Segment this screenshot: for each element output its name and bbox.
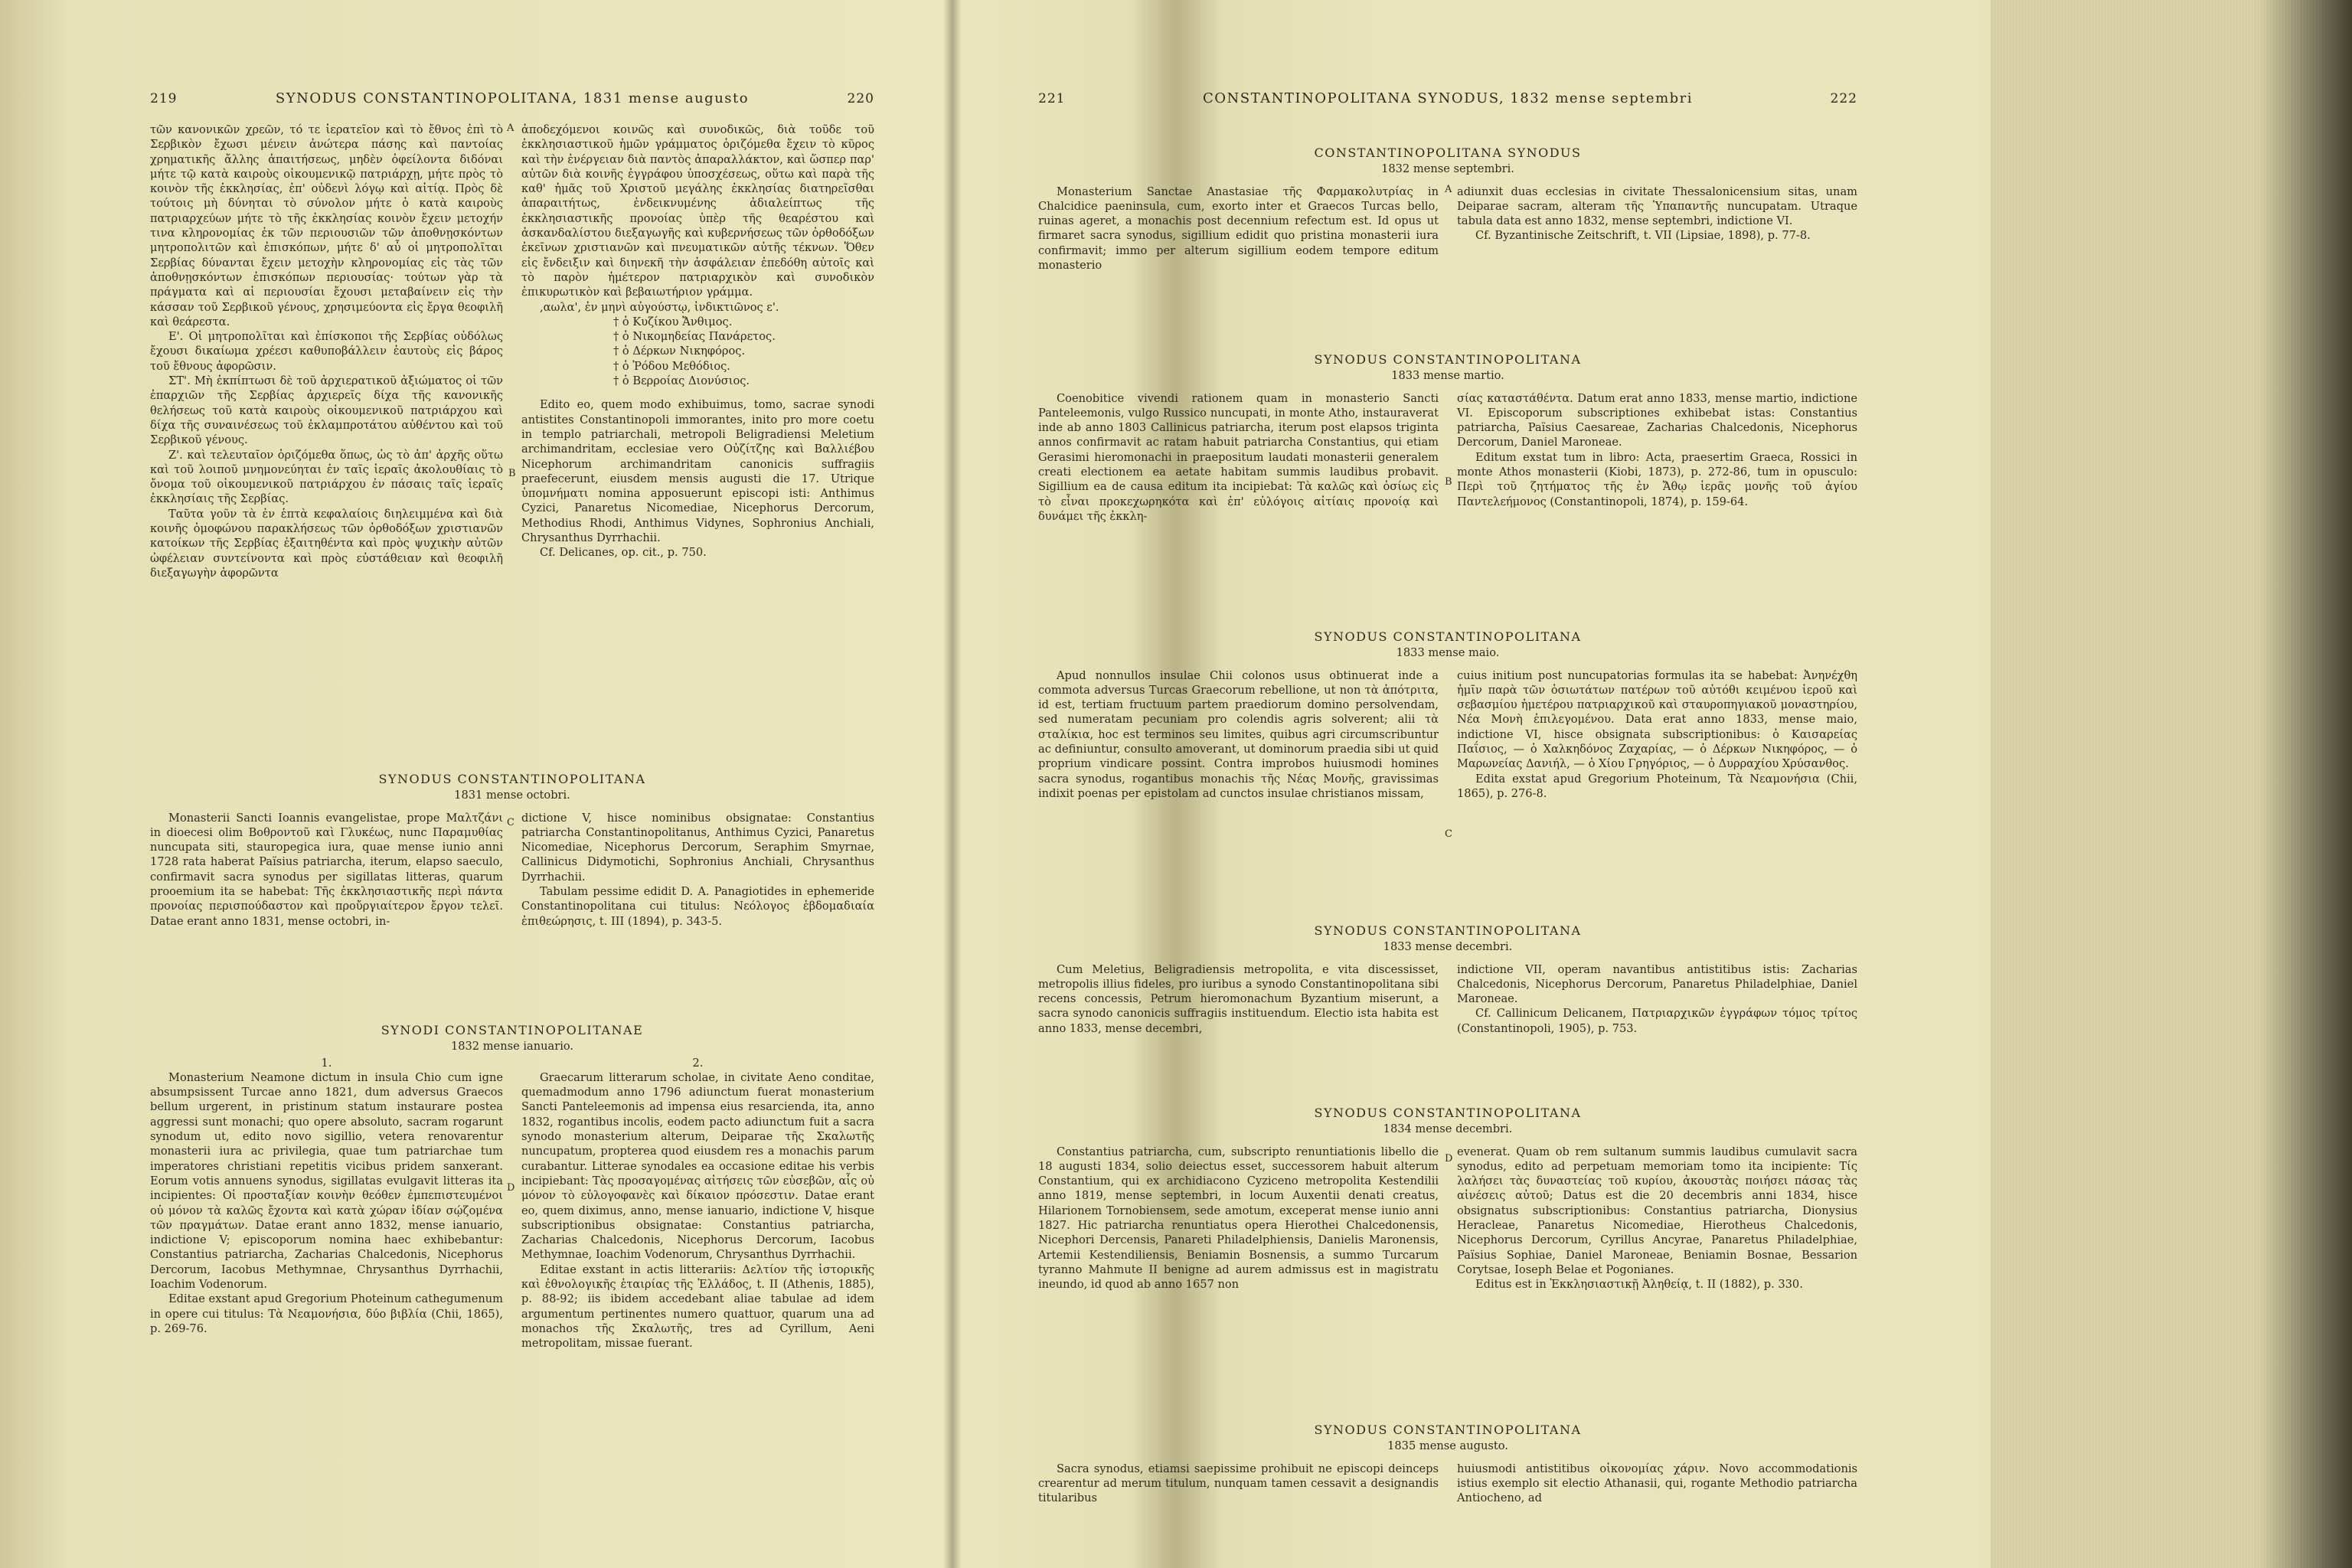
left-page — [0, 0, 949, 1568]
item-number: 1. — [321, 1056, 332, 1070]
paragraph: Edito eo, quem modo exhibuimus, tomo, sacrae synodi antistites Constantinopoli immorantes, inito pro more coetu in templo patriarchali, metropoli Beligradiensi Meletium archimandritam, ecclesiae vero Οὐζίτζης καὶ Βαλλιέβου Nicephorum archimandritam canonicis suffragiis praefecerunt, eiusdem mensis augusti die 17. Utrique ὑπομνήματι nomina apposuerunt episcopi isti: Anthimus Cyzici, Panaretus Nicomediae, Nicephorus Dercorum, Methodius Rhodi, Anthimus Vidynes, Sophronius Anchiali, Chrysanthus Dyrrhachii. — [521, 398, 874, 545]
section-date: 1835 mense augusto. — [1387, 1439, 1508, 1453]
section-date: 1833 mense decembri. — [1383, 940, 1513, 954]
left-sec3-col-b — [521, 1056, 874, 1351]
right-s3-col-a — [1038, 668, 1439, 802]
paragraph: huiusmodi antistitibus οἰκονομίας χάριν. Novo accommodationis istius exemplo sit electio Athanasii, qui, rogante Methodio patriarcha Antiocheno, ad — [1457, 1462, 1857, 1505]
right-s3-col-b — [1457, 668, 1857, 802]
paragraph: Edita exstat apud Gregorium Photeinum, Τὰ Νεαμονήσια (Chii, 1865), p. 276-8. — [1457, 772, 1857, 800]
edge-shadow — [2259, 0, 2352, 1568]
right-running-title: CONSTANTINOPOLITANA SYNODUS, 1832 mense septembri — [1202, 90, 1694, 106]
right-running-header — [1038, 90, 1857, 106]
right-s6-col-a — [1038, 1462, 1439, 1506]
paragraph: Constantius patriarcha, cum, subscripto renuntiationis libello die 18 augusti 1834, solio deiectus esset, successorem habuit alterum Constantium, qui ex archidiacono Cyziceno metropolita Kestendilii anno 1819, mense septembri, in locum Auxentii denati creatus, Hilarionem Tornobiensem, sede amotum, exceperat mense iunio anni 1827. Hic patriarcha renuntiatus opera Hierothei Chalcedonensis, Nicephori Dercensis, Panareti Philadelphiensis, Danielis Maronensis, Artemii Kestendiliensis, Beniamin Bosnensis, a summo Turcarum tyranno Mahmute II benigne ad aurem admissus est in magistratu ineundo, id quod ab anno 1657 non — [1038, 1145, 1439, 1292]
paragraph: Sacra synodus, etiamsi saepissime prohibuit ne episcopi deinceps crearentur ad merum titulum, nunquam tamen cessavit a designandis titularibus — [1038, 1462, 1439, 1505]
paragraph: adiunxit duas ecclesias in civitate Thessalonicensium sitas, unam Deiparae sacram, alteram τῆς Ὑπαπαντῆς nuncupatam. Utraque tabula data est anno 1832, mense septembri, indictione VI. — [1457, 185, 1857, 228]
right-s6-col-b — [1457, 1462, 1857, 1506]
right-section-1 — [1038, 145, 1857, 273]
margin-letter: A — [1445, 184, 1452, 195]
right-section-5 — [1038, 1106, 1857, 1292]
margin-letter: B — [1445, 476, 1452, 488]
citation: Cf. Delicanes, op. cit., p. 750. — [540, 546, 707, 560]
paragraph: Coenobitice vivendi rationem quam in monasterio Sancti Panteleemonis, vulgo Russico nuncupati, in monte Atho, instauraverat inde ab anno 1803 Callinicus patriarcha, iterum post elapsos triginta annos confirmavit ac ratam habuit patriarcha Constantius, qui etiam Gerasimi hieromonachi in praepositum laudati monasterii generalem creati electionem ea aetate habitam summis laudibus probavit. Sigillium ea de causa editum ita incipiebat: Τὰ καλῶς καὶ ὁσίως εἰς τὸ εἶναι προκεχωρηκότα καὶ ἐπ' εὐλόγοις αἰτίαις προνοίᾳ καὶ δυνάμει τῆς ἐκκλη- — [1038, 391, 1439, 523]
left-top-section — [150, 122, 874, 580]
left-page-number-2: 220 — [847, 91, 874, 106]
date-line: ,αωλα', ἐν μηνὶ αὐγούστῳ, ἰνδικτιῶνος ε'. — [540, 300, 779, 314]
paragraph: Monasterium Neamone dictum in insula Chio cum igne absumpsissent Turcae anno 1821, dum adversus Graecos bellum urgerent, in pristinum statum instaurare postea aggressi sunt monachi; quo opere absoluto, sacram rogarunt synodum ut, edito novo sigillio, vetera renovarentur monasterii iura ac privilegia, quae tum patriarchae tum imperatores christiani repetitis vicibus pridem sanxerant. Eorum votis annuens synodus, sigillatas evulgavit litteras ita incipientes: Οἱ προσταξίαν κοινὴν θεόθεν ἐμπεπιστευμένοι οὐ μόνον τὰ καλῶς ἔχοντα καὶ κατὰ χώραν ἰδίαν σῴζομένα τῶν πραγμάτων. Datae erant anno 1832, mense ianuario, indictione V; episcoporum nomina haec exhibebantur: Constantius patriarcha, Zacharias Chalcedonis, Nicephorus Dercorum, Iacobus Methymnae, Chrysanthus Dyrrhachii, Ioachim Vodenorum. — [150, 1070, 503, 1292]
citation: Cf. Byzantinische Zeitschrift, t. VII (Lipsiae, 1898), p. 77-8. — [1475, 229, 1811, 243]
left-top-col-b — [521, 122, 874, 580]
citation: Editus est in Ἐκκλησιαστικῇ Ἀληθείᾳ, t. II (1882), p. 330. — [1475, 1278, 1803, 1292]
right-s4-col-b — [1457, 962, 1857, 1036]
right-page-number-2: 222 — [1830, 91, 1857, 106]
section-title: SYNODUS CONSTANTINOPOLITANA — [1314, 1106, 1582, 1120]
section-date: 1834 mense decembri. — [1383, 1122, 1513, 1136]
left-sec2-col-b — [521, 811, 874, 929]
margin-letter: D — [1445, 1153, 1453, 1165]
signature: † ὁ Βερροίας Διονύσιος. — [613, 374, 750, 388]
left-page-number: 219 — [150, 91, 178, 106]
signature: † ὁ Νικομηδείας Πανάρετος. — [613, 330, 776, 344]
right-s1-col-a — [1038, 185, 1439, 273]
margin-letter: D — [507, 1182, 515, 1194]
paragraph: σίας καταστάθέντα. Datum erat anno 1833, mense martio, indictione VI. Episcoporum subscriptiones exhibebat istas: Constantius patriarcha, Païsius Caesareae, Zacharias Chalcedonis, Nicephorus Dercorum, Daniel Maroneae. — [1457, 391, 1857, 449]
section-date: 1832 mense septembri. — [1381, 162, 1514, 176]
item-number: 2. — [692, 1056, 704, 1070]
paragraph: Editum exstat tum in libro: Acta, praesertim Graeca, Rossici in monte Athos monasterii (Kiobi, 1873), p. 272-86, tum in opusculo: Περὶ τοῦ ζητήματος τῆς ἐν Ἄθῳ ἱερᾶς μονῆς τοῦ ἁγίου Παντελεήμονος (Constantinopoli, 1874), p. 159-64. — [1457, 450, 1857, 508]
right-s2-col-b — [1457, 391, 1857, 524]
paragraph: cuius initium post nuncupatorias formulas ita se habebat: Ἀνηνέχθη ἡμῖν παρὰ τῶν ὁσιωτάτων πατέρων τοῦ αὐτόθι κειμένου ἱεροῦ καὶ σεβασμίου ἡμετέρου πατριαρχικοῦ καὶ σταυροπηγιακοῦ μοναστηρίου, Νέα Μονὴ ἐπιλεγομένου. Data erat anno 1833, mense maio, indictione VI, hisce obsignata subscriptionibus: ὁ Καισαρείας Παΐσιος, — ὁ Χαλκηδόνος Ζαχαρίας, — ὁ Δέρκων Νικηφόρος, — ὁ Μαρωνείας Δανιήλ, — ὁ Χίου Γρηγόριος, — ὁ Δυρραχίου Χρύσανθος. — [1457, 668, 1857, 771]
section-title: SYNODUS CONSTANTINOPOLITANA — [1314, 629, 1582, 644]
section-title: CONSTANTINOPOLITANA SYNODUS — [1314, 145, 1582, 160]
paragraph: Monasterii Sancti Ioannis evangelistae, prope Μαλτζάνι in dioecesi olim Βοθροντοῦ καὶ Γλυκέως, nunc Παραμυθίας nuncupata siti, stauropegica iura, quae mense iunio anni 1728 rata haberat Païsius patriarcha, iterum, elapso saeculo, confirmavit sacra synodus per sigillatas litteras, quarum prooemium ita se habebat: Τῆς ἐκκλησιαστικῆς περὶ πάντα προνοίας περισπούδαστον καὶ προὔργιαίτερον ἔργον τελεῖ. Datae erant anno 1831, mense octobri, in- — [150, 811, 503, 928]
left-sec2-col-a — [150, 811, 503, 929]
section-date: 1833 mense maio. — [1396, 646, 1500, 660]
right-section-3 — [1038, 629, 1857, 801]
paragraph: ΣΤ'. Μὴ ἐκπίπτωσι δὲ τοῦ ἀρχιερατικοῦ ἀξιώματος οἱ τῶν ἐπαρχιῶν τῆς Σερβίας ἀρχιερεῖς δίχα τῆς κανονικῆς θελήσεως τοῦ κατὰ καιροὺς οἰκουμενικοῦ πατριάρχου καὶ δίχα τῆς συναινέσεως τοῦ ἐκλαμπροτάτου αὐθέντου καὶ τοῦ Σερβικοῦ γένους. — [150, 374, 503, 447]
right-page — [952, 0, 2006, 1568]
right-s2-col-a — [1038, 391, 1439, 524]
left-running-header — [150, 90, 874, 106]
right-page-number: 221 — [1038, 91, 1066, 106]
paragraph: Ταῦτα γοῦν τὰ ἐν ἑπτὰ κεφαλαίοις διηλειμμένα καὶ διὰ κοινῆς ὁμοφώνου παρακλήσεως τῶν ὀρθοδόξων χριστιανῶν κατοίκων τῆς Σερβίας ἐξαιτηθέντα καὶ πρὸς ψυχικὴν αὐτῶν ὠφέλειαν συντείνοντα καὶ πρὸς εὐστάθειαν καὶ θεοφιλῆ διεξαγωγὴν ἀφορῶντα — [150, 507, 503, 580]
signature: † ὁ Κυζίκου Ἄνθιμος. — [613, 315, 733, 328]
section-date: 1832 mense ianuario. — [450, 1040, 574, 1054]
right-s1-col-b — [1457, 185, 1857, 273]
paragraph: indictione VII, operam navantibus antistitibus istis: Zacharias Chalcedonis, Nicephorus Dercorum, Panaretus Philadelphiae, Daniel Maroneae. — [1457, 962, 1857, 1006]
paragraph: Editae exstant apud Gregorium Photeinum cathegumenum in opere cui titulus: Τὰ Νεαμονήσια, δύο βιβλία (Chii, 1865), p. 269-76. — [150, 1292, 503, 1335]
paragraph: Apud nonnullos insulae Chii colonos usus obtinuerat inde a commota adversus Turcas Graecorum rebellione, ut non τὰ ἀπότριτα, id est, tertiam fructuum partem praediorum domino persolvendam, sed numeratam pecuniam pro colendis agris solverent; alii τὰ σταλίκια, hoc est terminos seu limites, quibus agri circumscribuntur ac definiuntur, consulto amoverant, ut dominorum praedia sibi ut quid proprium vindicare possint. Contra improbos huiusmodi homines sacra synodus, rogantibus monachis τῆς Νέας Μονῆς, gravissimas indixit poenas per epistolam ad cunctos insulae christianos missam, — [1038, 668, 1439, 800]
margin-letter: C — [1445, 828, 1452, 840]
right-section-2 — [1038, 352, 1857, 524]
paragraph: Cum Meletius, Beligradiensis metropolita, e vita discessisset, metropolis illius fideles, pro iuribus a synodo Constantinopolitana sibi recens concessis, Petrum hieromonachum Byzantium miserunt, a sacra synodo canonicis suffragiis instituendum. Electio ista habita est anno 1833, mense decembri, — [1038, 962, 1439, 1035]
section-title: SYNODUS CONSTANTINOPOLITANA — [1314, 352, 1582, 367]
left-top-col-a — [150, 122, 503, 580]
left-sec3-col-a — [150, 1056, 503, 1351]
paragraph: Ε'. Οἱ μητροπολῖται καὶ ἐπίσκοποι τῆς Σερβίας οὐδόλως ἔχουσι δικαίωμα χρέεσι καθυποβάλλειν ἑαυτοὺς εἰς βάρος τοῦ ἔθνους ἀφορῶσιν. — [150, 330, 503, 373]
paragraph: τῶν κανονικῶν χρεῶν, τό τε ἱερατεῖον καὶ τὸ ἔθνος ἐπὶ τὸ Σερβικὸν ἔχωσι μένειν ἀνώτερα πάσης καὶ παντοίας χρηματικῆς ἄλλης ἀπαιτήσεως, μηδὲν ὀφείλοντα διδόναι μήτε τῷ κατὰ καιροὺς οἰκουμενικῷ πατριάρχῃ, μήτε πρὸς τὸ κοινὸν τῆς ἐκκλησίας, ἐπ' οὐδενὶ λόγῳ καὶ αἰτίᾳ. Πρὸς δὲ τούτοις μὴ δύνηται τὸ σύνολον μήτε ὁ κατὰ καιροὺς πατριαρχεύων μήτε τὸ τῆς ἐκκλησίας κοινὸν ἔχειν μετοχήν τινα κληρονομίας ἐκ τῶν περιουσιῶν τῶν ἀποθνῃσκόντων μητροπολιτῶν καὶ ἐπισκόπων, μήτε δ' αὖ οἱ μητροπολῖται Σερβίας δύνανται ἔχειν μετοχὴν κληρονομίας εἰς τὰς τῶν ἀποθνῃσκόντων ἐπισκόπων περιουσίας· τούτων γὰρ τὰ πράγματα καὶ αἱ περιουσίαι ἔχουσι μεταβαίνειν εἰς τὴν κάσσαν τοῦ Σερβικοῦ γένους, χρησιμεύοντα εἰς ἔργα θεοφιλῆ καὶ θεάρεστα. — [150, 123, 503, 328]
paragraph: Ζ'. καὶ τελευταῖον ὁριζόμεθα ὅπως, ὡς τὸ ἀπ' ἀρχῆς οὕτω καὶ τοῦ λοιποῦ μνημονεύηται ἐν ταῖς ἱεραῖς ἀκολουθίαις τὸ ὄνομα τοῦ οἰκουμενικοῦ πατριάρχου ἐν πάσαις ταῖς ἱεραῖς ἐκκλησίαις τῆς Σερβίας. — [150, 448, 503, 506]
section-title: SYNODUS CONSTANTINOPOLITANA — [1314, 1423, 1582, 1437]
left-section-2 — [150, 772, 874, 929]
right-section-6 — [1038, 1423, 1857, 1505]
section-title: SYNODUS CONSTANTINOPOLITANA — [1314, 923, 1582, 938]
paragraph: evenerat. Quam ob rem sultanum summis laudibus cumulavit sacra synodus, edito ad perpetuam memoriam tomo ita incipiente: Τίς λαλήσει τὰς δυναστείας τοῦ κυρίου, ἀκουστὰς ποιήσει πάσας τὰς αἰνέσεις αὐτοῦ; Datus est die 20 decembris anni 1834, hisce obsignatus subscriptionibus: Constantius patriarcha, Dionysius Heracleae, Panaretus Nicomediae, Hierotheus Chalcedonis, Nicephorus Dercorum, Cyrillus Ancyrae, Panaretus Philadelphiae, Païsius Sophiae, Daniel Maroneae, Beniamin Bosnae, Bessarion Corytsae, Ioseph Belae et Pogonianes. — [1457, 1145, 1857, 1276]
section-title: SYNODI CONSTANTINOPOLITANAE — [381, 1023, 644, 1037]
paragraph: dictione V, hisce nominibus obsignatae: Constantius patriarcha Constantinopolitanus, Anthimus Cyzici, Panaretus Nicomediae, Nicephorus Dercorum, Seraphim Smyrnae, Callinicus Didymotichi, Sophronius Anchiali, Chrysanthus Dyrrhachii. — [521, 811, 874, 884]
signature: † ὁ Ῥόδου Μεθόδιος. — [613, 359, 730, 373]
right-section-4 — [1038, 923, 1857, 1036]
paragraph: Tabulam pessime edidit D. A. Panagiotides in ephemeride Constantinopolitana cui titulus: Νεόλογος ἑβδομαδιαία ἐπιθεώρησις, t. III (1894), p. 343-5. — [521, 885, 874, 928]
paragraph: Editae exstant in actis litterariis: Δελτίον τῆς ἱστορικῆς καὶ ἐθνολογικῆς ἑταιρίας τῆς Ἑλλάδος, t. II (Athenis, 1885), p. 88-92; iis ibidem accedebant aliae tabulae ad idem argumentum pertinentes numero quattuor, quarum una ad monachos τῆς Σκαλωτῆς, tres ad Cyrillum, Aeni metropolitam, missae fuerant. — [521, 1263, 874, 1351]
paragraph: ἀποδεχόμενοι κοινῶς καὶ συνοδικῶς, διὰ τοῦδε τοῦ ἐκκλησιαστικοῦ ἡμῶν γράμματος ὁριζόμεθα ἔχειν τὸ κῦρος καὶ τὴν ἐνέργειαν διὰ παντὸς ἀπαραλλάκτον, καὶ ὥσπερ παρ' αὐτῶν διὰ κοινῆς ἐγγράφου ὑποσχέσεως, οὕτω καὶ παρὰ τῆς καθ' ἡμᾶς τοῦ Χριστοῦ μεγάλης ἐκκλησίας διατηρεῖσθαι ἀπαραιτήτως, ἐνδεικνυμένης ἀδιαλείπτως τῆς ἐκκλησιαστικῆς προνοίας ὑπὲρ τῆς θεαρέστου καὶ ἀσκανδαλίστου διεξαγωγῆς καὶ κυβερνήσεως τῶν ὀρθοδόξων ἐκεῖνων χριστιανῶν καὶ πνευματικῶν αὐτῆς τέκνων. Ὅθεν εἰς ἔνδειξιν καὶ διηνεκῆ τὴν ἀσφάλειαν ἐπεδόθη αὐτοῖς καὶ τὸ παρὸν ἡμέτερον πατριαρχικὸν καὶ συνοδικὸν ἐπικυρωτικὸν καὶ βεβαιωτήριον γράμμα. — [521, 123, 874, 299]
right-s5-col-a — [1038, 1145, 1439, 1292]
paragraph: Graecarum litterarum scholae, in civitate Aeno conditae, quemadmodum anno 1796 adiunctum fuerat monasterium Sancti Panteleemonis ad impensa eius resarcienda, ita, anno 1832, rogantibus incolis, eodem pacto adiunctum fuit a sacra synodo monasterium alterum, Deiparae τῆς Σκαλωτῆς nuncupatum, propterea quod eiusdem res a monachis parum curabantur. Litterae synodales ea occasione editae his verbis incipiebant: Τὰς προσαγομένας αἰτήσεις τῶν εὐσεβῶν, αἷς οὐ μόνον τὸ εὐλογοφανὲς καὶ δίκαιον πρόσεστιν. Datae erant eo, quem diximus, anno, mense ianuario, indictione V, hisque subscriptionibus obsignatae: Constantius patriarcha, Zacharias Chalcedonis, Nicephorus Dercorum, Iacobus Methymnae, Ioachim Vodenorum, Chrysanthus Dyrrhachii. — [521, 1070, 874, 1262]
margin-letter: A — [507, 122, 514, 134]
section-title: SYNODUS CONSTANTINOPOLITANA — [378, 772, 646, 786]
citation: Cf. Callinicum Delicanem, Πατριαρχικῶν ἐγγράφων τόμος τρίτος (Constantinopoli, 1905), p. 753. — [1457, 1007, 1857, 1035]
right-s5-col-b — [1457, 1145, 1857, 1292]
section-date: 1833 mense martio. — [1391, 369, 1504, 383]
margin-letter: C — [507, 817, 514, 828]
section-date: 1831 mense octobri. — [454, 789, 570, 802]
paragraph: Monasterium Sanctae Anastasiae τῆς Φαρμακολυτρίας in Chalcidice paeninsula, cum, exorto inter et Graecos Turcas bello, ruinas ageret, a monachis post decennium refectum est. Id opus ut firmaret sacra synodus, sigillium edidit quo pristina monasterii iura confirmavit; immo per alterum sigillium eodem tempore editum monasterio — [1038, 185, 1439, 273]
right-s4-col-a — [1038, 962, 1439, 1036]
left-running-title: SYNODUS CONSTANTINOPOLITANA, 1831 mense augusto — [275, 90, 750, 106]
signature: † ὁ Δέρκων Νικηφόρος. — [613, 345, 746, 358]
margin-letter: B — [508, 468, 516, 479]
